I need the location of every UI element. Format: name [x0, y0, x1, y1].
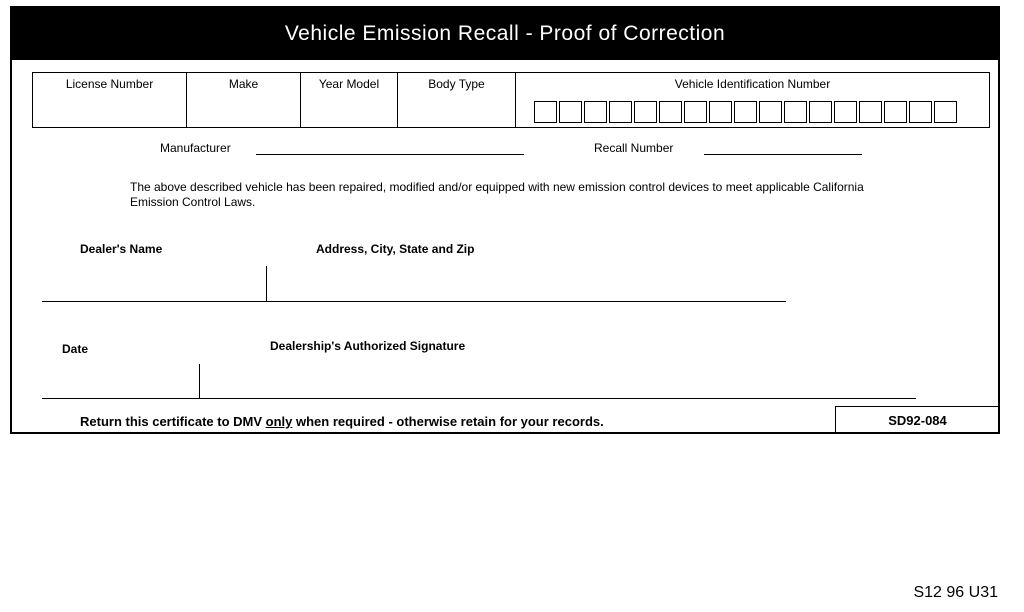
manufacturer-line: [256, 154, 524, 155]
body-type-label: Body Type: [428, 77, 485, 91]
vehicle-info-table: [32, 72, 990, 128]
form-code-box: SD92-084: [835, 406, 1000, 434]
body-type-cell: [398, 73, 516, 127]
make-label: Make: [228, 77, 259, 91]
vin-char-box: [784, 101, 807, 123]
vin-char-box: [859, 101, 882, 123]
vin-char-box: [809, 101, 832, 123]
date-divider: [199, 364, 200, 398]
dealer-name-label: Dealer's Name: [80, 242, 163, 256]
vin-char-box: [559, 101, 582, 123]
vin-char-box: [759, 101, 782, 123]
license-number-cell: [33, 73, 187, 127]
signature-label: Dealership's Authorized Signature: [270, 339, 466, 353]
date-label: Date: [62, 342, 89, 356]
vin-char-box: [659, 101, 682, 123]
vin-char-box: [684, 101, 707, 123]
recall-number-line: [704, 154, 862, 155]
license-number-label: License Number: [65, 77, 154, 91]
vin-char-box: [609, 101, 632, 123]
vin-char-box: [909, 101, 932, 123]
year-model-label: Year Model: [318, 77, 380, 91]
page-code: S12 96 U31: [913, 584, 998, 601]
vin-char-box: [709, 101, 732, 123]
vin-char-box: [884, 101, 907, 123]
vin-cell: [516, 73, 989, 127]
dealer-line: [42, 301, 786, 302]
signature-line: [42, 398, 916, 399]
vin-char-box: [534, 101, 557, 123]
make-cell: [187, 73, 301, 127]
vin-boxes: [534, 101, 959, 123]
recall-number-label: Recall Number: [594, 141, 674, 155]
vin-char-box: [934, 101, 957, 123]
vin-char-box: [584, 101, 607, 123]
dealer-divider: [266, 266, 267, 302]
year-model-cell: [301, 73, 398, 127]
certification-statement: The above described vehicle has been repaired, modified and/or equipped with new emission control devices to meet applicable California Emission Control Laws.: [130, 180, 864, 209]
vin-label: Vehicle Identification Number: [674, 77, 831, 91]
form-title: Vehicle Emission Recall - Proof of Correction: [12, 8, 998, 60]
footer-instructions: Return this certificate to DMV only when required - otherwise retain for your records.: [80, 414, 604, 429]
proof-of-correction-form: [10, 6, 1000, 434]
manufacturer-label: Manufacturer: [160, 141, 231, 155]
vin-char-box: [634, 101, 657, 123]
vin-char-box: [834, 101, 857, 123]
vin-char-box: [734, 101, 757, 123]
address-label: Address, City, State and Zip: [316, 242, 475, 256]
